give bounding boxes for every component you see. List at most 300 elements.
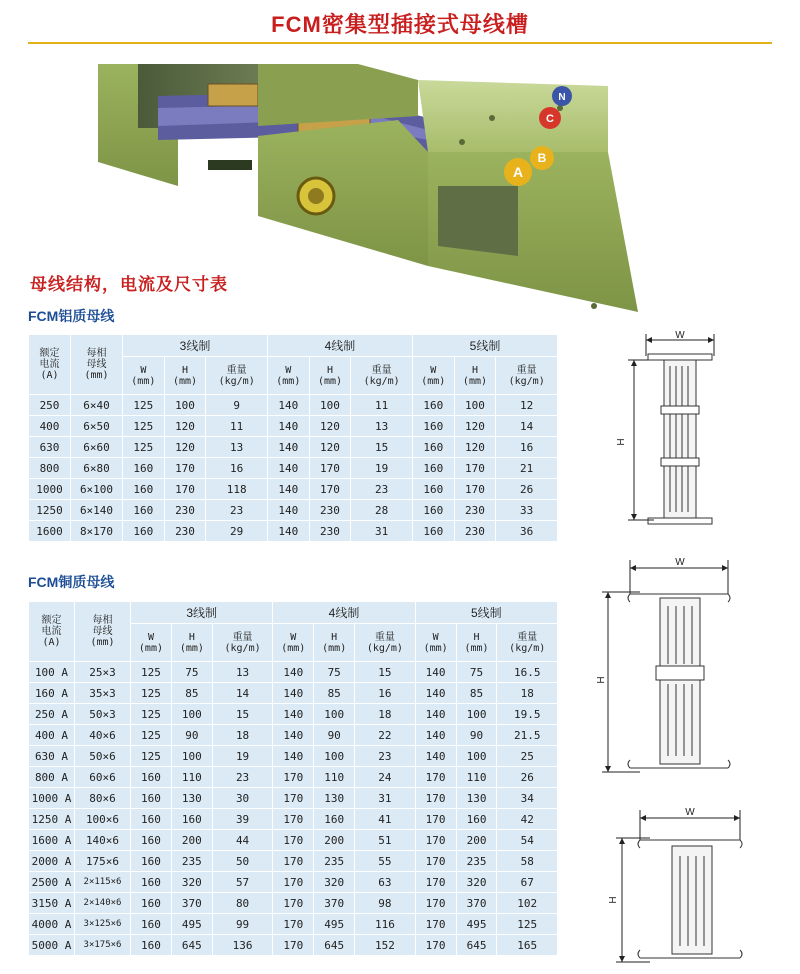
cell-w-5-wire: 160 (412, 479, 454, 500)
table-row (29, 521, 558, 542)
group-header-4-wire: 4线制 (273, 602, 415, 624)
table-row (29, 809, 558, 830)
cell-weight-5-wire: 125 (497, 914, 558, 935)
cell-w-5-wire: 170 (415, 830, 456, 851)
cell-w-3-wire: 125 (131, 746, 172, 767)
cell-w-5-wire: 170 (415, 893, 456, 914)
cell-h-5-wire: 230 (454, 500, 496, 521)
col-header-rated-current: 额定 电流 (A) (29, 335, 71, 395)
cross-section-diagram-copper-large (596, 554, 744, 784)
cell-h-3-wire: 370 (171, 893, 212, 914)
cell-h-3-wire: 230 (164, 500, 206, 521)
table-row (29, 914, 558, 935)
cell-weight-4-wire: 116 (355, 914, 416, 935)
cell-weight-5-wire: 19.5 (497, 704, 558, 725)
col-header-h: H (mm) (171, 624, 212, 662)
cell-busbar-size: 2×140×6 (75, 893, 131, 914)
cell-w-3-wire: 125 (131, 704, 172, 725)
height-dimension-label: H (608, 896, 619, 904)
cell-w-5-wire: 160 (412, 437, 454, 458)
cell-w-5-wire: 140 (415, 746, 456, 767)
cell-h-3-wire: 100 (171, 704, 212, 725)
cell-h-4-wire: 75 (314, 662, 355, 683)
cell-rated-current: 1000 (29, 479, 71, 500)
cell-h-5-wire: 645 (456, 935, 497, 956)
cell-h-4-wire: 495 (314, 914, 355, 935)
cell-weight-3-wire: 80 (212, 893, 273, 914)
cell-w-3-wire: 160 (131, 872, 172, 893)
cell-w-4-wire: 140 (267, 521, 309, 542)
cell-weight-3-wire: 13 (212, 662, 273, 683)
table-row (29, 416, 558, 437)
cell-rated-current: 4000 A (29, 914, 75, 935)
cell-h-5-wire: 170 (454, 458, 496, 479)
cell-w-4-wire: 170 (273, 809, 314, 830)
cell-w-4-wire: 170 (273, 767, 314, 788)
cell-busbar-size: 6×100 (71, 479, 123, 500)
table-row (29, 851, 558, 872)
cell-rated-current: 2500 A (29, 872, 75, 893)
cell-busbar-size: 50×3 (75, 704, 131, 725)
cell-h-5-wire: 75 (456, 662, 497, 683)
cell-h-3-wire: 170 (164, 458, 206, 479)
cell-w-3-wire: 125 (131, 725, 172, 746)
cell-weight-3-wire: 13 (206, 437, 268, 458)
section-heading: 母线结构，电流及尺寸表 (30, 275, 228, 294)
cell-w-3-wire: 160 (131, 914, 172, 935)
cell-weight-5-wire: 16 (496, 437, 558, 458)
cell-h-5-wire: 120 (454, 437, 496, 458)
copper-spec-table (28, 601, 558, 956)
cell-h-4-wire: 100 (309, 395, 351, 416)
cell-h-4-wire: 645 (314, 935, 355, 956)
table-row (29, 683, 558, 704)
cell-w-4-wire: 140 (267, 395, 309, 416)
cell-weight-4-wire: 18 (355, 704, 416, 725)
group-header-5-wire: 5线制 (412, 335, 557, 357)
cell-rated-current: 630 (29, 437, 71, 458)
cell-rated-current: 1000 A (29, 788, 75, 809)
cell-weight-4-wire: 51 (355, 830, 416, 851)
cell-w-5-wire: 140 (415, 683, 456, 704)
col-header-h: H (mm) (164, 357, 206, 395)
cell-rated-current: 400 (29, 416, 71, 437)
col-header-busbar: 每相 母线 (mm) (75, 602, 131, 662)
cell-h-4-wire: 120 (309, 416, 351, 437)
cell-weight-3-wire: 118 (206, 479, 268, 500)
cell-rated-current: 3150 A (29, 893, 75, 914)
cell-w-3-wire: 160 (123, 479, 165, 500)
cell-busbar-size: 40×6 (75, 725, 131, 746)
cell-weight-4-wire: 152 (355, 935, 416, 956)
cell-w-3-wire: 160 (131, 809, 172, 830)
cell-weight-4-wire: 63 (355, 872, 416, 893)
height-dimension-label: H (616, 438, 627, 446)
cell-busbar-size: 6×60 (71, 437, 123, 458)
cell-rated-current: 1250 (29, 500, 71, 521)
table-row (29, 500, 558, 521)
cell-weight-3-wire: 14 (212, 683, 273, 704)
cell-weight-3-wire: 136 (212, 935, 273, 956)
cell-w-3-wire: 160 (123, 500, 165, 521)
cell-weight-5-wire: 25 (497, 746, 558, 767)
cell-weight-5-wire: 42 (497, 809, 558, 830)
cell-h-4-wire: 120 (309, 437, 351, 458)
cell-h-4-wire: 90 (314, 725, 355, 746)
cell-weight-5-wire: 26 (497, 767, 558, 788)
cell-weight-3-wire: 44 (212, 830, 273, 851)
cell-w-3-wire: 125 (123, 437, 165, 458)
cell-h-4-wire: 100 (314, 746, 355, 767)
cell-h-3-wire: 230 (164, 521, 206, 542)
cell-w-3-wire: 125 (131, 662, 172, 683)
cell-rated-current: 100 A (29, 662, 75, 683)
cell-h-4-wire: 170 (309, 458, 351, 479)
group-header-3-wire: 3线制 (123, 335, 268, 357)
col-header-weight: 重量 (kg/m) (496, 357, 558, 395)
cell-weight-4-wire: 19 (351, 458, 413, 479)
height-dimension-label: H (596, 676, 607, 684)
cell-h-3-wire: 100 (164, 395, 206, 416)
col-header-w: W (mm) (273, 624, 314, 662)
table-row (29, 893, 558, 914)
cell-w-3-wire: 160 (131, 893, 172, 914)
cell-h-5-wire: 235 (456, 851, 497, 872)
col-header-w: W (mm) (412, 357, 454, 395)
cell-w-5-wire: 170 (415, 767, 456, 788)
cell-weight-3-wire: 19 (212, 746, 273, 767)
cell-h-4-wire: 235 (314, 851, 355, 872)
cell-w-3-wire: 160 (123, 521, 165, 542)
aluminum-table-caption: FCM铝质母线 (28, 308, 115, 324)
group-header-3-wire: 3线制 (131, 602, 273, 624)
cell-busbar-size: 175×6 (75, 851, 131, 872)
cell-weight-3-wire: 29 (206, 521, 268, 542)
cell-w-5-wire: 140 (415, 725, 456, 746)
cell-weight-3-wire: 99 (212, 914, 273, 935)
cell-weight-5-wire: 26 (496, 479, 558, 500)
cell-w-3-wire: 125 (123, 416, 165, 437)
table-row (29, 746, 558, 767)
cell-weight-3-wire: 30 (212, 788, 273, 809)
cell-h-5-wire: 90 (456, 725, 497, 746)
cell-w-4-wire: 140 (267, 479, 309, 500)
col-header-h: H (mm) (309, 357, 351, 395)
phase-label: B (537, 151, 547, 165)
table-row (29, 662, 558, 683)
cell-h-4-wire: 100 (314, 704, 355, 725)
cell-busbar-size: 3×125×6 (75, 914, 131, 935)
col-header-w: W (mm) (123, 357, 165, 395)
cell-w-5-wire: 140 (415, 662, 456, 683)
table-row (29, 479, 558, 500)
cell-w-4-wire: 140 (267, 437, 309, 458)
cell-weight-4-wire: 41 (355, 809, 416, 830)
cell-rated-current: 800 A (29, 767, 75, 788)
cell-h-3-wire: 100 (171, 746, 212, 767)
cell-h-4-wire: 160 (314, 809, 355, 830)
cell-rated-current: 1600 A (29, 830, 75, 851)
cell-w-4-wire: 170 (273, 893, 314, 914)
cell-w-4-wire: 140 (273, 704, 314, 725)
group-header-4-wire: 4线制 (267, 335, 412, 357)
cell-busbar-size: 6×50 (71, 416, 123, 437)
cell-h-4-wire: 85 (314, 683, 355, 704)
cell-weight-5-wire: 54 (497, 830, 558, 851)
phase-label: N (558, 92, 566, 103)
cell-h-5-wire: 85 (456, 683, 497, 704)
cell-h-3-wire: 495 (171, 914, 212, 935)
cell-weight-3-wire: 50 (212, 851, 273, 872)
cell-weight-5-wire: 165 (497, 935, 558, 956)
cell-h-5-wire: 100 (456, 704, 497, 725)
cell-h-4-wire: 110 (314, 767, 355, 788)
cell-rated-current: 800 (29, 458, 71, 479)
cell-weight-4-wire: 15 (355, 662, 416, 683)
cell-weight-4-wire: 31 (351, 521, 413, 542)
phase-label: C (546, 113, 554, 125)
cell-w-3-wire: 125 (123, 395, 165, 416)
cell-h-3-wire: 120 (164, 416, 206, 437)
width-dimension-label: W (675, 330, 685, 341)
cell-w-4-wire: 170 (273, 788, 314, 809)
cell-w-5-wire: 170 (415, 788, 456, 809)
cell-weight-4-wire: 23 (351, 479, 413, 500)
cell-weight-3-wire: 16 (206, 458, 268, 479)
cell-weight-5-wire: 21 (496, 458, 558, 479)
cell-busbar-size: 80×6 (75, 788, 131, 809)
cell-h-3-wire: 200 (171, 830, 212, 851)
col-header-busbar: 每相 母线 (mm) (71, 335, 123, 395)
table-row (29, 935, 558, 956)
copper-table-caption: FCM铜质母线 (28, 574, 115, 590)
cell-rated-current: 1600 (29, 521, 71, 542)
col-header-h: H (mm) (454, 357, 496, 395)
col-header-weight: 重量 (kg/m) (206, 357, 268, 395)
cell-weight-5-wire: 102 (497, 893, 558, 914)
cell-weight-4-wire: 16 (355, 683, 416, 704)
cell-weight-4-wire: 15 (351, 437, 413, 458)
col-header-weight: 重量 (kg/m) (212, 624, 273, 662)
cell-h-3-wire: 85 (171, 683, 212, 704)
cell-w-4-wire: 170 (273, 872, 314, 893)
table-row (29, 704, 558, 725)
cell-weight-3-wire: 15 (212, 704, 273, 725)
table-row (29, 767, 558, 788)
cell-h-5-wire: 130 (456, 788, 497, 809)
col-header-rated-current: 额定 电流 (A) (29, 602, 75, 662)
cell-h-4-wire: 200 (314, 830, 355, 851)
cell-weight-5-wire: 34 (497, 788, 558, 809)
cell-h-3-wire: 120 (164, 437, 206, 458)
cell-w-5-wire: 170 (415, 914, 456, 935)
cell-w-5-wire: 160 (412, 500, 454, 521)
cell-rated-current: 5000 A (29, 935, 75, 956)
cell-weight-4-wire: 98 (355, 893, 416, 914)
cell-h-5-wire: 320 (456, 872, 497, 893)
cell-w-4-wire: 170 (273, 830, 314, 851)
cell-rated-current: 160 A (29, 683, 75, 704)
cell-weight-5-wire: 14 (496, 416, 558, 437)
cell-rated-current: 400 A (29, 725, 75, 746)
cell-h-3-wire: 75 (171, 662, 212, 683)
aluminum-spec-table (28, 334, 558, 542)
cell-w-3-wire: 160 (131, 851, 172, 872)
cell-weight-3-wire: 23 (212, 767, 273, 788)
cell-weight-3-wire: 9 (206, 395, 268, 416)
cell-h-3-wire: 90 (171, 725, 212, 746)
cell-h-5-wire: 370 (456, 893, 497, 914)
cell-h-5-wire: 170 (454, 479, 496, 500)
cell-w-5-wire: 170 (415, 935, 456, 956)
cell-h-3-wire: 130 (171, 788, 212, 809)
cell-h-3-wire: 160 (171, 809, 212, 830)
cell-busbar-size: 6×40 (71, 395, 123, 416)
cell-w-4-wire: 140 (273, 725, 314, 746)
cell-h-4-wire: 170 (309, 479, 351, 500)
cell-rated-current: 630 A (29, 746, 75, 767)
width-dimension-label: W (675, 557, 685, 568)
cell-h-5-wire: 120 (454, 416, 496, 437)
cell-weight-3-wire: 18 (212, 725, 273, 746)
cell-h-4-wire: 320 (314, 872, 355, 893)
cell-rated-current: 1250 A (29, 809, 75, 830)
cell-weight-4-wire: 28 (351, 500, 413, 521)
cell-rated-current: 250 A (29, 704, 75, 725)
cell-h-5-wire: 200 (456, 830, 497, 851)
cell-h-4-wire: 230 (309, 500, 351, 521)
cell-w-4-wire: 140 (273, 746, 314, 767)
cross-section-diagram-aluminum (606, 330, 730, 530)
cell-weight-4-wire: 23 (355, 746, 416, 767)
cell-busbar-size: 35×3 (75, 683, 131, 704)
cell-h-3-wire: 110 (171, 767, 212, 788)
group-header-5-wire: 5线制 (415, 602, 557, 624)
cell-w-4-wire: 140 (267, 416, 309, 437)
cell-h-3-wire: 170 (164, 479, 206, 500)
cell-w-4-wire: 140 (273, 683, 314, 704)
cell-w-4-wire: 140 (267, 458, 309, 479)
cell-busbar-size: 50×6 (75, 746, 131, 767)
table-row (29, 830, 558, 851)
cell-w-5-wire: 160 (412, 521, 454, 542)
cell-rated-current: 2000 A (29, 851, 75, 872)
cell-h-5-wire: 230 (454, 521, 496, 542)
cell-weight-5-wire: 21.5 (497, 725, 558, 746)
cell-weight-5-wire: 67 (497, 872, 558, 893)
cell-busbar-size: 60×6 (75, 767, 131, 788)
cell-w-5-wire: 170 (415, 872, 456, 893)
cell-weight-5-wire: 58 (497, 851, 558, 872)
right-housing-top (418, 80, 608, 152)
table-row (29, 437, 558, 458)
cell-weight-3-wire: 39 (212, 809, 273, 830)
cell-h-3-wire: 235 (171, 851, 212, 872)
col-header-weight: 重量 (kg/m) (351, 357, 413, 395)
phase-label: A (512, 164, 524, 180)
cell-busbar-size: 2×115×6 (75, 872, 131, 893)
cell-weight-3-wire: 11 (206, 416, 268, 437)
cell-weight-4-wire: 31 (355, 788, 416, 809)
cell-w-3-wire: 125 (131, 683, 172, 704)
cell-weight-5-wire: 36 (496, 521, 558, 542)
plug-contact (208, 84, 258, 106)
cell-busbar-size: 8×170 (71, 521, 123, 542)
cell-busbar-size: 100×6 (75, 809, 131, 830)
col-header-h: H (mm) (456, 624, 497, 662)
cell-w-4-wire: 140 (267, 500, 309, 521)
col-header-w: W (mm) (415, 624, 456, 662)
table-row (29, 788, 558, 809)
cell-w-5-wire: 160 (412, 416, 454, 437)
cell-w-5-wire: 160 (412, 395, 454, 416)
cell-w-3-wire: 160 (131, 935, 172, 956)
copper-table-body (29, 662, 558, 956)
cell-w-4-wire: 170 (273, 851, 314, 872)
cell-h-5-wire: 160 (456, 809, 497, 830)
cell-weight-5-wire: 18 (497, 683, 558, 704)
table-row (29, 725, 558, 746)
cell-h-4-wire: 370 (314, 893, 355, 914)
cell-w-5-wire: 140 (415, 704, 456, 725)
cell-busbar-size: 140×6 (75, 830, 131, 851)
cell-weight-4-wire: 55 (355, 851, 416, 872)
cell-w-4-wire: 170 (273, 935, 314, 956)
cell-w-5-wire: 160 (412, 458, 454, 479)
cell-weight-4-wire: 13 (351, 416, 413, 437)
cell-busbar-size: 3×175×6 (75, 935, 131, 956)
cell-w-3-wire: 160 (131, 830, 172, 851)
cell-busbar-size: 6×140 (71, 500, 123, 521)
cell-weight-4-wire: 24 (355, 767, 416, 788)
cell-h-5-wire: 110 (456, 767, 497, 788)
cell-rated-current: 250 (29, 395, 71, 416)
cell-busbar-size: 6×80 (71, 458, 123, 479)
table-row (29, 395, 558, 416)
cell-h-3-wire: 645 (171, 935, 212, 956)
cell-h-4-wire: 130 (314, 788, 355, 809)
title-divider (28, 42, 772, 44)
cell-weight-4-wire: 22 (355, 725, 416, 746)
col-header-h: H (mm) (314, 624, 355, 662)
cell-w-5-wire: 170 (415, 809, 456, 830)
cell-weight-5-wire: 33 (496, 500, 558, 521)
cell-w-3-wire: 160 (123, 458, 165, 479)
col-header-weight: 重量 (kg/m) (355, 624, 416, 662)
col-header-w: W (mm) (267, 357, 309, 395)
cross-section-diagram-copper-small (600, 806, 750, 970)
col-header-weight: 重量 (kg/m) (497, 624, 558, 662)
cell-h-5-wire: 100 (454, 395, 496, 416)
cell-weight-3-wire: 23 (206, 500, 268, 521)
page-title: FCM密集型插接式母线槽 (271, 12, 529, 37)
cell-h-4-wire: 230 (309, 521, 351, 542)
cell-h-3-wire: 320 (171, 872, 212, 893)
cell-h-5-wire: 495 (456, 914, 497, 935)
cell-w-3-wire: 160 (131, 767, 172, 788)
table-row (29, 872, 558, 893)
cell-busbar-size: 25×3 (75, 662, 131, 683)
cell-weight-3-wire: 57 (212, 872, 273, 893)
cell-weight-4-wire: 11 (351, 395, 413, 416)
table-row (29, 458, 558, 479)
cell-w-5-wire: 170 (415, 851, 456, 872)
cell-weight-5-wire: 16.5 (497, 662, 558, 683)
joint-block (258, 120, 428, 266)
col-header-w: W (mm) (131, 624, 172, 662)
aluminum-table-body (29, 395, 558, 542)
cell-w-4-wire: 170 (273, 914, 314, 935)
